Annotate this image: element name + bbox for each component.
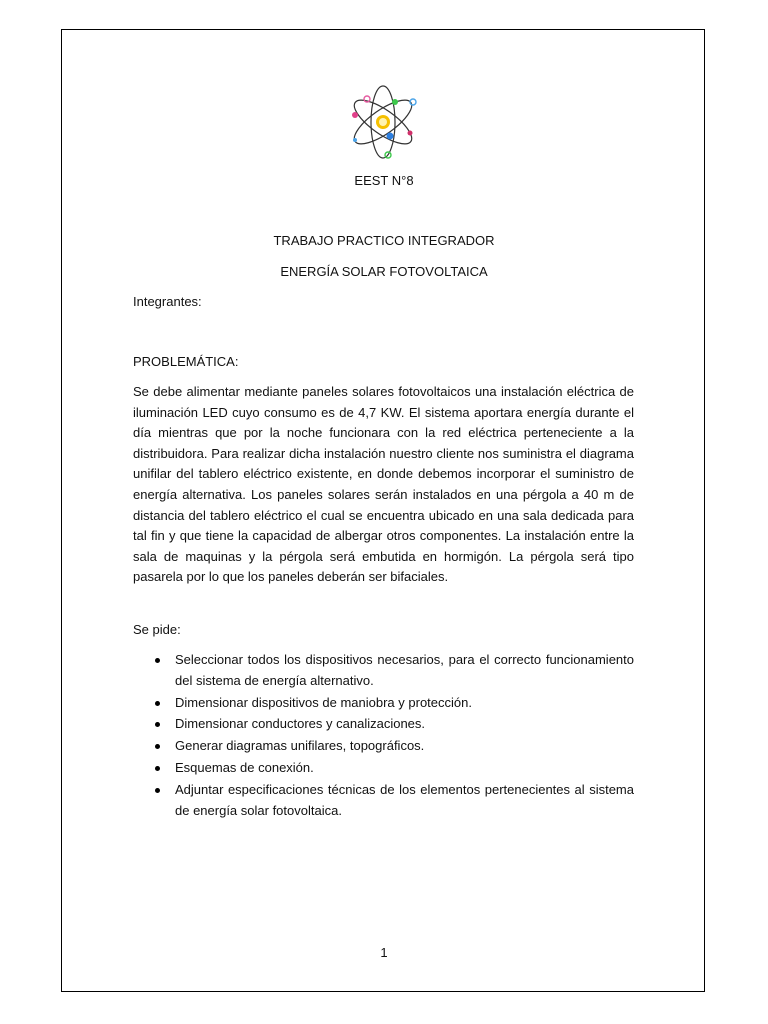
list-item-text: Generar diagramas unifilares, topográficos. [175, 738, 425, 754]
list-item [133, 714, 634, 735]
list-item-text: Esquemas de conexión. [175, 759, 314, 775]
problem-paragraph: Se debe alimentar mediante paneles solares fotovoltaicos una instalación eléctrica de iluminación LED cuyo consumo es de 4,7 KW. El sistema aportara energía durante el día mientras que por la noche funcionara con la red eléctrica perteneciente a la distribuidora. Para realizar dicha instalación nuestro cliente nos suministra el diagrama unifilar del tablero eléctrico existente, en donde debemos incorporar el suministro de energía alternativa. Los paneles solares serán instalados en una pérgola a 40 m de distancia del tablero eléctrico el cual se encuentra ubicado en una sala dedicada para tal fin y que tiene la capacidad de albergar otros componentes. La instalación entre la sala de maquinas y la pérgola será embutida en hormigón. La pérgola será tipo pasarela por lo que los paneles deberán ser bifaciales. [133, 384, 634, 585]
page-number: 1 [380, 945, 388, 960]
list-item [133, 650, 634, 692]
problem-heading: PROBLEMÁTICA: [133, 354, 239, 369]
bullet-icon [155, 744, 160, 749]
bullet-icon [155, 701, 160, 706]
bullet-icon [155, 722, 160, 727]
document-subtitle: ENERGÍA SOLAR FOTOVOLTAICA [280, 264, 488, 279]
list-item [133, 780, 634, 822]
document-title: TRABAJO PRACTICO INTEGRADOR [273, 233, 495, 248]
list-item-text: Adjuntar especificaciones técnicas de los elementos pertenecientes al sistema de energía solar fotovoltaica. [175, 781, 634, 818]
school-name: EEST N°8 [354, 173, 414, 188]
list-item-text: Dimensionar dispositivos de maniobra y protección. [175, 694, 472, 710]
list-item [133, 693, 634, 714]
list-item-text: Dimensionar conductores y canalizaciones. [175, 716, 426, 732]
atom-logo-icon [345, 82, 421, 162]
requirements-list [133, 650, 634, 822]
list-item [133, 736, 634, 757]
members-label: Integrantes: [133, 294, 202, 309]
bullet-icon [155, 658, 160, 663]
list-item-text: Seleccionar todos los dispositivos necesarios, para el correcto funcionamiento del sistema de energía alternativo. [175, 652, 634, 688]
list-item [133, 758, 634, 779]
bullet-icon [155, 766, 160, 771]
requirements-heading: Se pide: [133, 622, 181, 637]
bullet-icon [155, 788, 160, 793]
